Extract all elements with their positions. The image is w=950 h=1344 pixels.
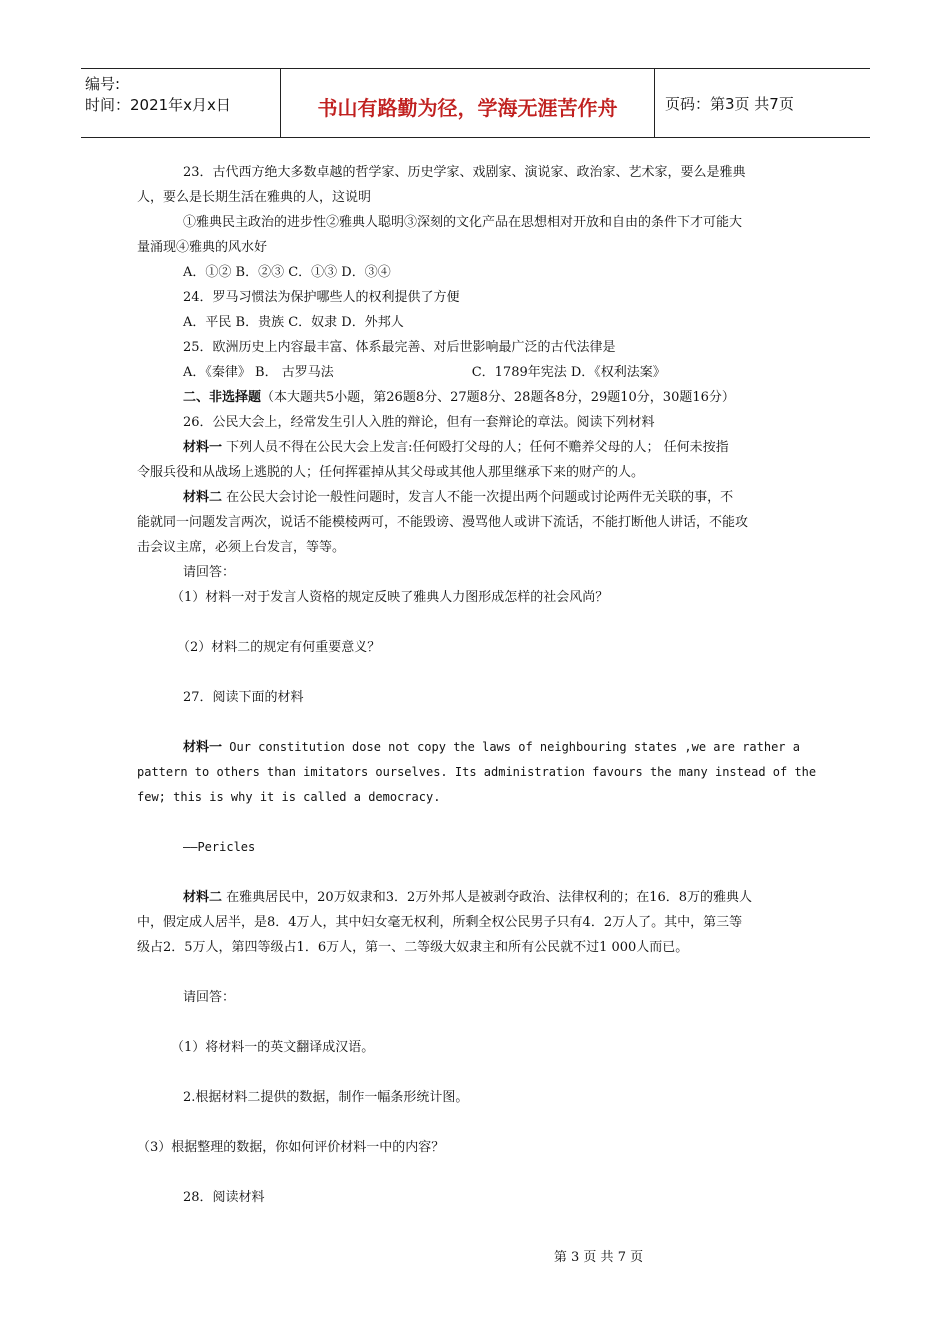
q26-material-2-label: 材料二	[183, 490, 223, 505]
document-time-label: 时间：2021年x月x日	[85, 96, 231, 114]
q26-material-1-text-1: 下列人员不得在公民大会上发言:任何殴打父母的人；任何不赡养父母的人； 任何未按指	[222, 440, 729, 455]
q26-material-2-line-2: 能就同一问题发言两次，说话不能模棱两可，不能毁谤、漫骂他人或讲下流话，不能打断他人讲话，不能攻	[137, 515, 749, 530]
q26-material-2-text-1: 在公民大会讨论一般性问题时，发言人不能一次提出两个问题或讨论两件无关联的事，不	[222, 490, 734, 505]
q27-sub-question-3: （3）根据整理的数据，你如何评价材料一中的内容？	[137, 1140, 445, 1155]
q24-stem: 24．罗马习惯法为保护哪些人的权利提供了方便	[183, 290, 460, 305]
q27-material-1-en-1: Our constitution dose not copy the laws of neighbouring states ,we are rather a	[222, 740, 800, 754]
q23-stem-line-2: 人，要么是长期生活在雅典的人，这说明	[137, 190, 372, 205]
q26-material-1-line-1	[137, 435, 817, 460]
q25-choice-cd: C．1789年宪法 D．《权利法案》	[471, 365, 666, 380]
q25-choices	[137, 360, 817, 385]
q27-material-2-line-3: 级占2．5万人，第四等级占1．6万人，第一、二等级大奴隶主和所有公民就不过1 000人而已。	[137, 940, 689, 955]
q26-ask: 请回答：	[183, 565, 236, 580]
footer-page-number: 第 3 页 共 7 页	[553, 1250, 644, 1265]
q27-material-2-line-2: 中，假定成人居半，是8．4万人，其中妇女毫无权利，所剩全权公民男子只有4．2万人了。其中，第三等	[137, 915, 743, 930]
q26-material-1-line-2: 令服兵役和从战场上逃脱的人；任何挥霍掉从其父母或其他人那里继承下来的财产的人。	[137, 465, 645, 480]
q23-options-line-1: ①雅典民主政治的进步性②雅典人聪明③深刻的文化产品在思想相对开放和自由的条件下才可能大	[183, 215, 743, 230]
q26-material-1-label: 材料一	[183, 440, 223, 455]
q27-material-2-text-1: 在雅典居民中，20万奴隶和3．2万外邦人是被剥夺政治、法律权利的；在16．8万的雅典人	[222, 890, 753, 905]
header-meta	[81, 69, 281, 137]
q23-stem-line-1: 23．古代西方绝大多数卓越的哲学家、历史学家、戏剧家、演说家、政治家、艺术家，要么是雅典	[183, 165, 746, 180]
q26-material-2-line-1	[137, 485, 817, 510]
q23-choices: A．①② B．②③ C．①③ D．③④	[183, 265, 391, 280]
q27-material-1-line-1	[137, 735, 817, 760]
q27-material-2-line-1	[137, 885, 817, 910]
section-2-heading	[137, 385, 817, 410]
section-2-note: （本大题共5小题，第26题8分、27题8分、28题各8分，29题10分，30题16分）	[261, 390, 735, 405]
q26-sub-question-2: （2）材料二的规定有何重要意义？	[177, 640, 381, 655]
q25-choice-ab: A．《秦律》 B． 古罗马法	[183, 365, 334, 380]
q26-stem: 26．公民大会上，经常发生引人入胜的辩论，但有一套辩论的章法。阅读下列材料	[183, 415, 655, 430]
q25-stem: 25．欧洲历史上内容最丰富、体系最完善、对后世影响最广泛的古代法律是	[183, 340, 616, 355]
page-footer	[0, 1246, 950, 1265]
q27-material-1-en-3: few; this is why it is called a democracy.	[137, 790, 441, 804]
section-2-title: 二、非选择题	[183, 390, 262, 405]
q27-ask: 请回答：	[183, 990, 236, 1005]
q27-material-1-label: 材料一	[183, 740, 223, 755]
header-motto: 书山有路勤为径，学海无涯苦作舟	[281, 69, 655, 137]
q27-sub-question-1: （1）将材料一的英文翻译成汉语。	[171, 1040, 375, 1055]
header-page-info: 页码：第3页 共7页	[665, 94, 794, 113]
q27-attribution: ——Pericles	[183, 840, 256, 854]
q27-sub-question-2: 2.根据材料二提供的数据，制作一幅条形统计图。	[183, 1090, 469, 1105]
q27-material-1-en-2: pattern to others than imitators ourselves. Its administration favours the many instead of the	[137, 765, 817, 779]
q24-choices: A．平民 B．贵族 C．奴隶 D．外邦人	[183, 315, 404, 330]
document-number-label: 编号:	[85, 75, 121, 93]
q27-material-2-label: 材料二	[183, 890, 223, 905]
document-body	[137, 160, 817, 1210]
q28-stem: 28．阅读材料	[183, 1190, 265, 1205]
q23-options-line-2: 量涌现④雅典的风水好	[137, 240, 268, 255]
q26-sub-question-1: （1）材料一对于发言人资格的规定反映了雅典人力图形成怎样的社会风尚？	[171, 590, 609, 605]
page-header	[81, 68, 870, 138]
q26-material-2-line-3: 击会议主席，必须上台发言，等等。	[137, 540, 346, 555]
q27-stem: 27．阅读下面的材料	[183, 690, 304, 705]
